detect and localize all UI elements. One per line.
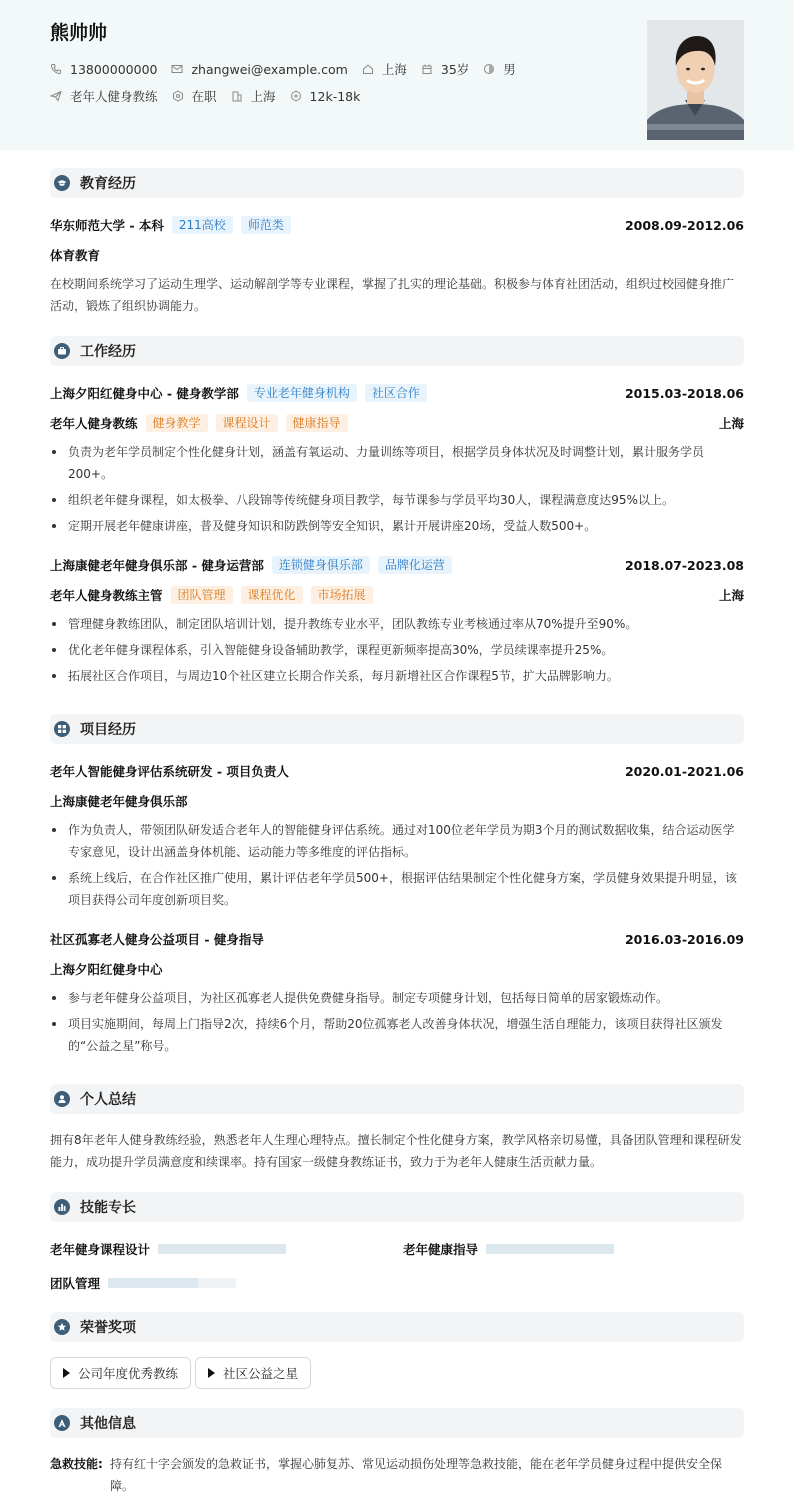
salary-text: 12k-18k [309,88,361,104]
role-tag: 健康指导 [286,414,348,432]
section-title: 技能专长 [80,1200,136,1216]
user-icon [54,1091,70,1107]
gender-text: 男 [503,62,516,77]
play-icon [63,1368,70,1378]
hexagon-icon [172,90,184,102]
role-tag: 健身教学 [146,414,208,432]
education-tag: 211高校 [172,216,233,234]
bar-chart-icon [54,1199,70,1215]
briefcase-icon [54,343,70,359]
major-name: 体育教育 [50,248,101,263]
play-icon [208,1368,215,1378]
skill-level-fill [158,1244,286,1254]
work-bullet: 拓展社区合作项目，与周边10个社区建立长期合作关系，每月新增社区合作课程5节，扩大品牌影响力。 [50,665,744,687]
education-description: 在校期间系统学习了运动生理学、运动解剖学等专业课程，掌握了扎实的理论基础。积极参与体育社团活动，组织过校园健身推广活动，锻炼了组织协调能力。 [50,277,735,313]
skill-name: 老年健康指导 [403,1242,479,1257]
company-tag: 连锁健身俱乐部 [272,556,370,574]
email-text: zhangwei@example.com [191,61,348,77]
work-period: 2018.07-2023.08 [624,557,744,573]
award-label: 公司年度优秀教练 [78,1366,179,1381]
section-education [50,168,744,198]
phone-icon [50,63,62,75]
project-bullet: 项目实施期间，每周上门指导2次，持续6个月，帮助20位孤寡老人改善身体状况，增强生活自理能力，该项目获得社区颁发的“公益之星”称号。 [50,1013,744,1057]
section-title: 工作经历 [80,344,136,360]
skill-name: 老年健身课程设计 [50,1242,151,1257]
contact-row [50,60,530,78]
home-icon [362,63,374,75]
status-info [172,87,217,105]
work-bullet: 定期开展老年健康讲座，普及健身知识和防跌倒等安全知识，累计开展讲座20场，受益人数500+。 [50,515,744,537]
resume-header [0,0,794,150]
project-head [50,930,744,948]
role-name: 老年人健身教练 [50,416,138,431]
gender-icon [483,63,495,75]
project-org-row [50,960,744,978]
project-title: 社区孤寡老人健身公益项目 - 健身指导 [50,932,264,947]
education-period: 2008.09-2012.06 [624,217,744,233]
section-title: 荣誉奖项 [80,1320,136,1336]
medal-icon [54,1319,70,1335]
graduation-cap-icon [54,175,70,191]
info-icon [54,1415,70,1431]
work-bullet: 组织老年健身课程，如太极拳、八段锦等传统健身项目教学，每节课参与学员平均30人，课程满意度达95%以上。 [50,489,744,511]
coin-icon [290,90,302,102]
skill-level-fill [486,1244,614,1254]
skill-item [50,1240,286,1258]
project-bullet: 参与老年健身公益项目，为社区孤寡老人提供免费健身指导。制定专项健身计划，包括每日简单的居家锻炼动作。 [50,987,744,1009]
company-name: 上海夕阳红健身中心 - 健身教学部 [50,386,239,401]
work-bullet: 负责为老年学员制定个性化健身计划，涵盖有氧运动、力量训练等项目，根据学员身体状况及时调整计划，累计服务学员200+。 [50,441,744,485]
project-period: 2016.03-2016.09 [624,931,744,947]
skill-level-bar [158,1244,286,1254]
phone-text: 13800000000 [70,61,158,77]
project-period: 2020.01-2021.06 [624,763,744,779]
award-label: 社区公益之星 [223,1366,299,1381]
award-chip [50,1357,191,1389]
role-tag: 课程设计 [216,414,278,432]
work-head [50,384,744,402]
skill-level-fill [108,1278,198,1288]
skill-name: 团队管理 [50,1276,101,1291]
other-label: 急救技能: [50,1457,103,1471]
target-city-info [231,87,276,105]
project-title: 老年人智能健身评估系统研发 - 项目负责人 [50,764,289,779]
award-chip [195,1357,311,1389]
section-title: 个人总结 [80,1092,136,1108]
work-city: 上海 [718,588,744,603]
skill-item [403,1240,614,1258]
role-tag: 团队管理 [171,586,233,604]
work-bullet: 管理健身教练团队，制定团队培训计划，提升教练专业水平，团队教练专业考核通过率从70%提升至90%。 [50,613,744,635]
other-text: 持有红十字会颁发的急救证书，掌握心肺复苏、常见运动损伤处理等急救技能，能在老年学员健身过程中提供安全保障。 [110,1457,723,1493]
school-name: 华东师范大学 - 本科 [50,218,164,233]
calendar-icon [421,63,433,75]
email-info [171,62,347,77]
section-awards [50,1312,744,1342]
project-org-row [50,792,744,810]
work-city: 上海 [718,416,744,431]
section-projects [50,714,744,744]
section-skills [50,1192,744,1222]
status-text: 在职 [191,89,217,104]
work-role-row [50,414,744,432]
project-head [50,762,744,780]
intent-row [50,87,374,105]
location-info [362,60,407,78]
section-summary [50,1084,744,1114]
education-tag: 师范类 [241,216,291,234]
project-bullet: 作为负责人，带领团队研发适合老年人的智能健身评估系统。通过对100位老年学员为期3个月的测试数据收集，结合运动医学专家意见，设计出涵盖身体机能、运动能力等多维度的评估指标。 [50,819,744,863]
location-text: 上海 [381,62,407,77]
skill-item [50,1274,236,1292]
age-info [421,60,469,78]
work-bullet: 优化老年健身课程体系，引入智能健身设备辅助教学，课程更新频率提高30%，学员续课率提升25%。 [50,639,744,661]
target-job-info [50,87,158,105]
summary-text: 拥有8年老年人健身教练经验，熟悉老年人生理心理特点。擅长制定个性化健身方案，教学风格亲切易懂，具备团队管理和课程研发能力，成功提升学员满意度和续课率。持有国家一级健身教练证书，致力于为老年人健康生活贡献力量。 [50,1133,742,1169]
company-tag: 社区合作 [365,384,427,402]
education-head [50,216,744,234]
mail-icon [171,63,183,75]
company-tag: 专业老年健身机构 [247,384,357,402]
phone-info [50,62,157,77]
work-head [50,556,744,574]
company-name: 上海康健老年健身俱乐部 - 健身运营部 [50,558,264,573]
company-tag: 品牌化运营 [378,556,452,574]
grid-icon [54,721,70,737]
profile-photo [647,20,744,140]
skill-level-bar [486,1244,614,1254]
send-icon [50,90,62,102]
section-title: 教育经历 [80,176,136,192]
candidate-name: 熊帅帅 [50,22,108,44]
project-org: 上海夕阳红健身中心 [50,962,163,977]
section-title: 其他信息 [80,1416,136,1432]
other-info-row [50,1453,744,1497]
gender-info [483,60,516,78]
building-icon [231,90,243,102]
role-name: 老年人健身教练主管 [50,588,163,603]
section-work [50,336,744,366]
work-period: 2015.03-2018.06 [624,385,744,401]
age-text: 35岁 [440,62,470,77]
project-org: 上海康健老年健身俱乐部 [50,794,188,809]
role-tag: 市场拓展 [311,586,373,604]
project-bullet: 系统上线后，在合作社区推广使用，累计评估老年学员500+，根据评估结果制定个性化健身方案，学员健身效果提升明显，该项目获得公司年度创新项目奖。 [50,867,744,911]
target-job-text: 老年人健身教练 [70,89,158,104]
skill-level-bar [108,1278,236,1288]
target-city-text: 上海 [250,89,276,104]
section-title: 项目经历 [80,722,136,738]
education-major-row [50,246,744,264]
section-other [50,1408,744,1438]
role-tag: 课程优化 [241,586,303,604]
salary-info [290,89,361,104]
work-role-row [50,586,744,604]
